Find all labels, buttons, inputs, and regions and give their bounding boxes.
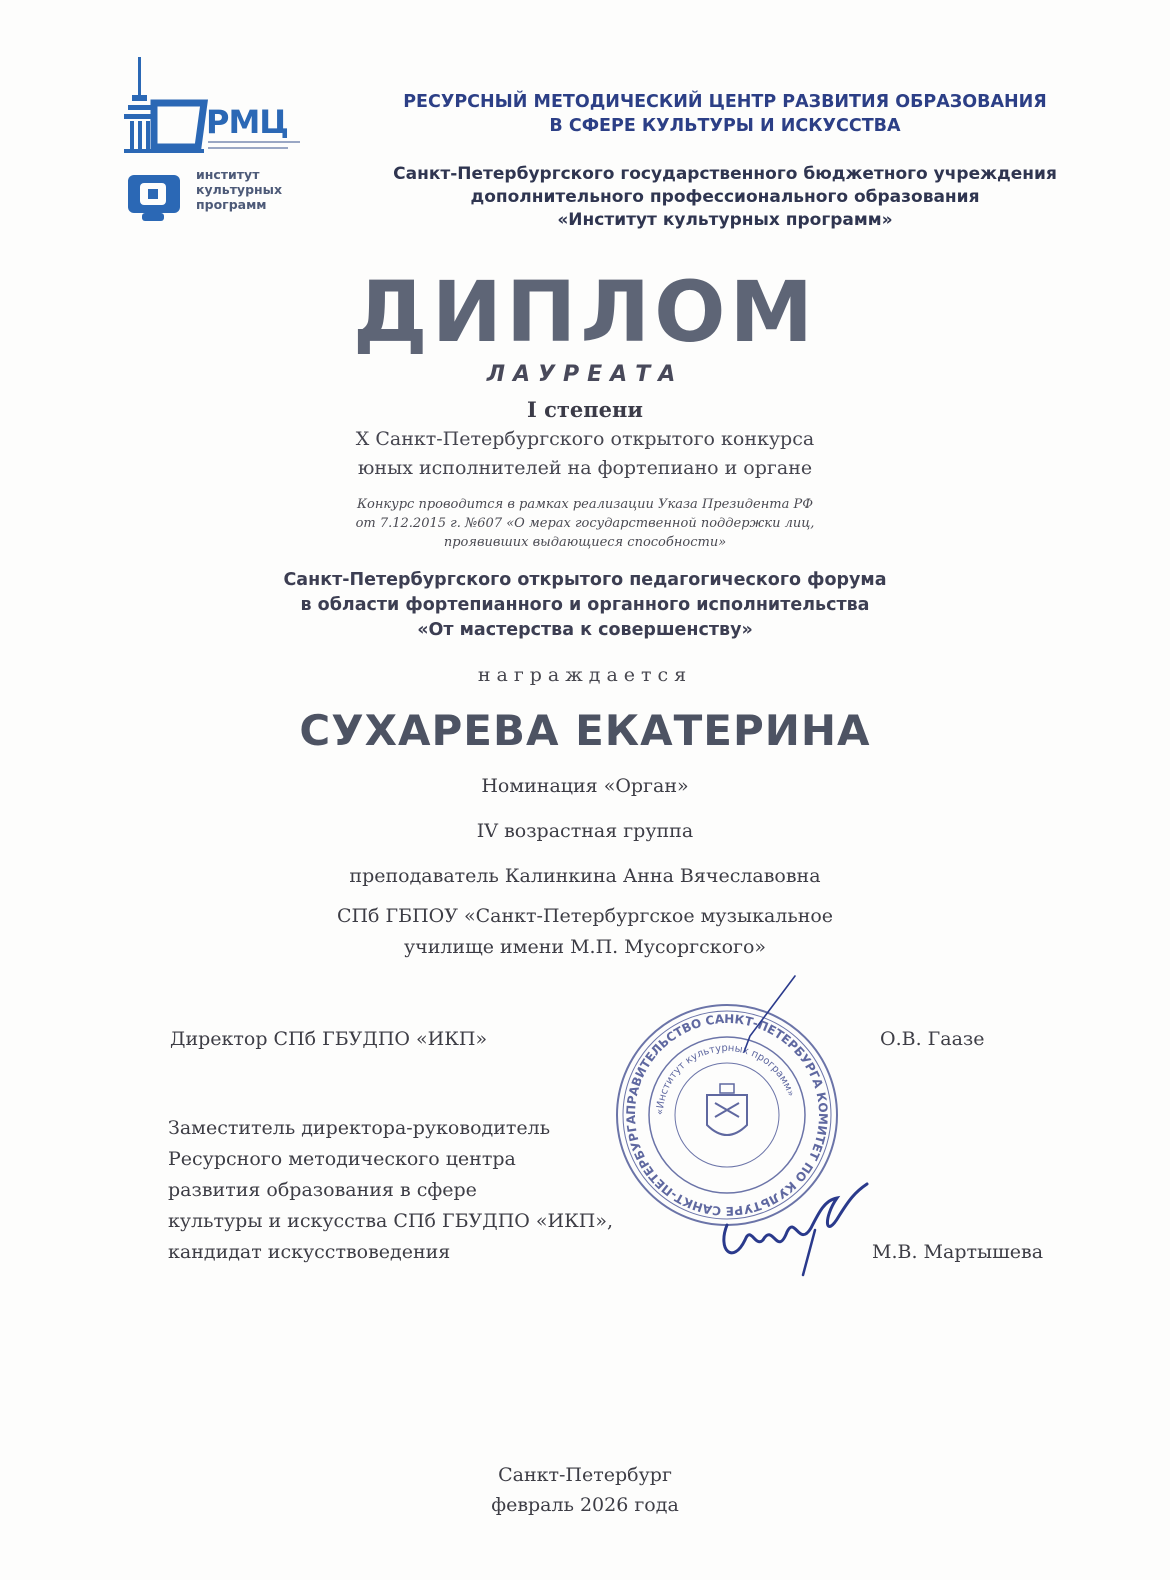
logo-ikp-text (196, 167, 282, 212)
director-title: Директор СПб ГБУДПО «ИКП» (170, 1028, 488, 1050)
deputy-title (168, 1113, 613, 1268)
decree-line: от 7.12.2015 г. №607 «О мерах государственной поддержки лиц, (355, 516, 815, 531)
decree-line: проявивших выдающиеся способности» (443, 535, 727, 550)
contest-line: юных исполнителей на фортепиано и органе (357, 457, 813, 479)
institution-heading-line: «Институт культурных программ» (557, 210, 893, 230)
forum-name (0, 568, 1170, 643)
center-heading-line: В СФЕРЕ КУЛЬТУРЫ И ИСКУССТВА (549, 116, 901, 136)
contest-name (0, 425, 1170, 483)
contest-line: X Санкт-Петербургского открытого конкурса (355, 428, 815, 450)
forum-line: «От мастерства к совершенству» (417, 620, 753, 640)
handwritten-signature (715, 1170, 885, 1280)
signature-stroke (740, 974, 800, 1054)
logo-ikp-line: институт (196, 167, 260, 182)
winner-name: СУХАРЕВА ЕКАТЕРИНА (299, 706, 871, 755)
deputy-title-line: развития образования в сфере (168, 1179, 477, 1201)
decree-line: Конкурс проводится в рамках реализации Указа Президента РФ (356, 497, 814, 512)
logo-ikp-line: программ (196, 197, 267, 212)
degree-label: I степени (527, 397, 643, 422)
stamp-inner-text: «Институт культурных программ» (654, 1042, 797, 1116)
director-name: О.В. Гаазе (880, 1028, 985, 1050)
stamp-outer-text: ПРАВИТЕЛЬСТВО САНКТ-ПЕТЕРБУРГА КОМИТЕТ ПО КУЛЬТУРЕ САНКТ-ПЕТЕРБУРГА (623, 1011, 831, 1219)
awarded-label: награждается (477, 664, 693, 686)
date: февраль 2026 года (491, 1494, 679, 1516)
deputy-title-line: Ресурсного методического центра (168, 1148, 516, 1170)
forum-line: в области фортепианного и органного исполнительства (300, 595, 870, 615)
school-line: училище имени М.П. Мусоргского» (403, 936, 767, 958)
school-line: СПб ГБПОУ «Санкт-Петербургское музыкальное (336, 905, 834, 927)
deputy-title-line: культуры и искусства СПб ГБУДПО «ИКП», (168, 1210, 614, 1232)
deputy-title-line: кандидат искусствоведения (168, 1241, 451, 1263)
diploma-title: ДИПЛОМ (352, 263, 818, 361)
institution-heading (330, 163, 1120, 232)
logo-rmc-text: РМЦ (206, 103, 288, 141)
institution-heading-line: дополнительного профессионального образования (470, 187, 980, 207)
nomination: Номинация «Орган» (481, 775, 689, 797)
logo-ikp-line: культурных (196, 182, 283, 197)
age-group: IV возрастная группа (476, 820, 694, 842)
forum-line: Санкт-Петербургского открытого педагогического форума (283, 570, 887, 590)
deputy-title-line: Заместитель директора-руководитель (168, 1117, 551, 1139)
center-heading (330, 90, 1120, 138)
institute-logo (120, 55, 310, 235)
school (0, 901, 1170, 963)
city: Санкт-Петербург (498, 1464, 672, 1486)
decree-note (0, 495, 1170, 552)
teacher: преподаватель Калинкина Анна Вячеславовна (349, 865, 821, 887)
city-date (0, 1460, 1170, 1520)
laureate-label: ЛАУРЕАТА (486, 362, 684, 387)
center-heading-line: РЕСУРСНЫЙ МЕТОДИЧЕСКИЙ ЦЕНТР РАЗВИТИЯ ОБРАЗОВАНИЯ (403, 92, 1047, 112)
institution-heading-line: Санкт-Петербургского государственного бюджетного учреждения (393, 164, 1057, 184)
deputy-name: М.В. Мартышева (872, 1241, 1044, 1263)
signature-mark (715, 1170, 885, 1280)
